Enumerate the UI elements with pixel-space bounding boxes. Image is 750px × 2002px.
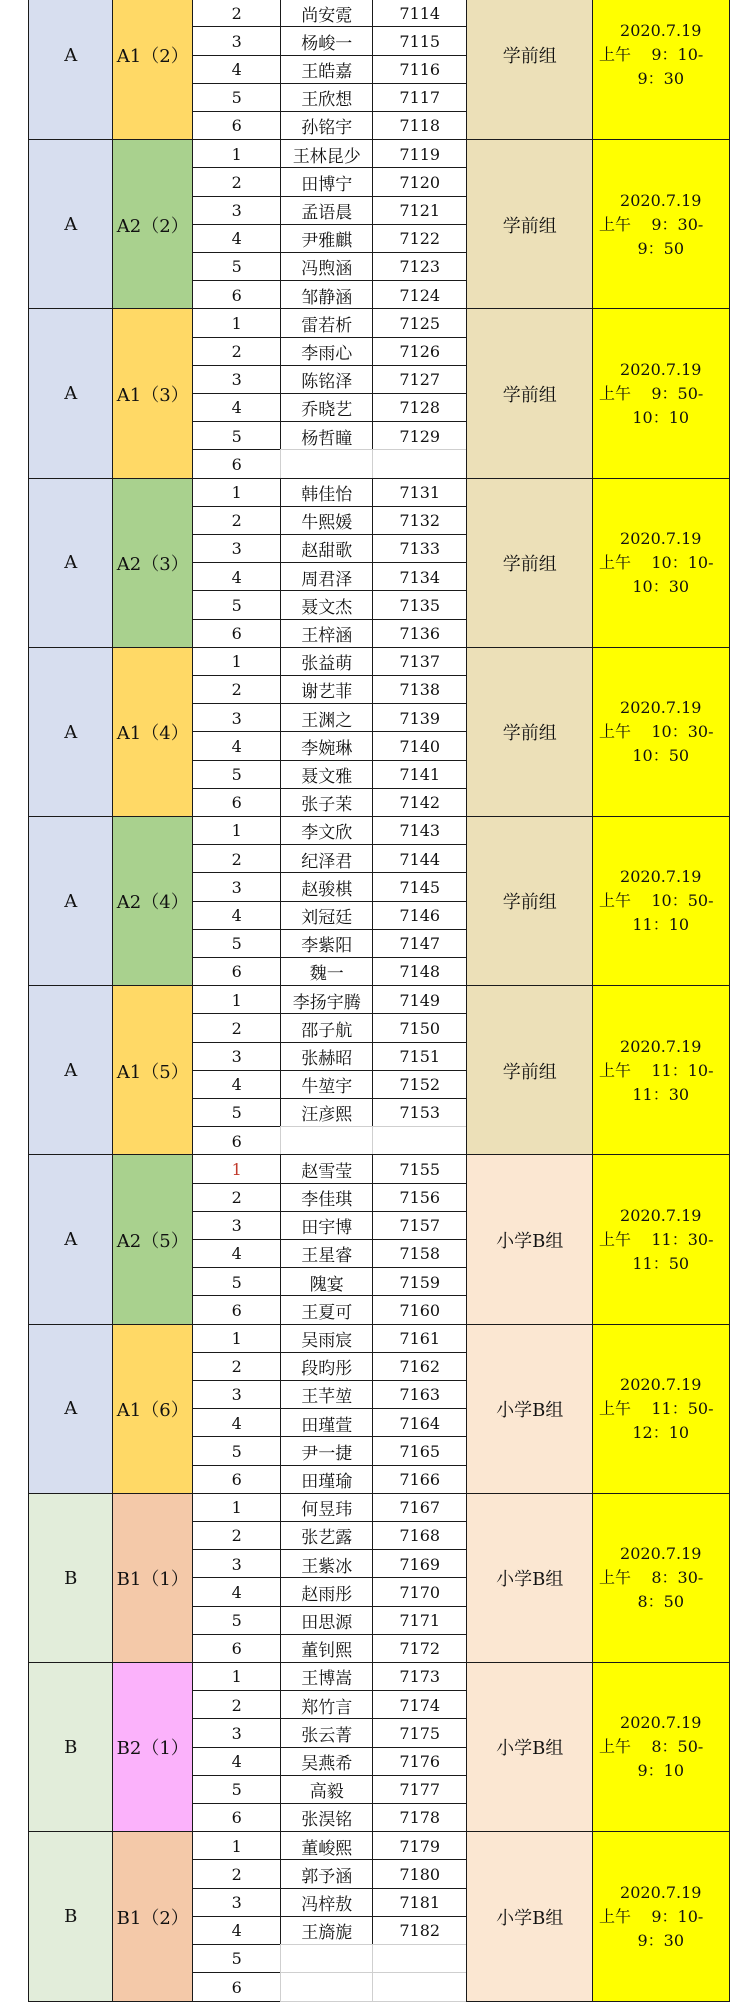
row-number: 6 bbox=[192, 619, 282, 649]
student-name: 张益萌 bbox=[280, 647, 374, 677]
student-name: 张淏铭 bbox=[280, 1803, 374, 1833]
time-start: 上午 11：30- bbox=[599, 1229, 714, 1249]
group-class: A2（4） bbox=[112, 816, 194, 987]
student-name bbox=[280, 449, 374, 479]
student-id: 7155 bbox=[372, 1154, 468, 1184]
group-level: A bbox=[28, 647, 114, 818]
group-level: B bbox=[28, 1662, 114, 1833]
student-id: 7136 bbox=[372, 619, 468, 649]
row-number: 4 bbox=[192, 393, 282, 423]
group-level: B bbox=[28, 1493, 114, 1664]
time-end: 10：10 bbox=[632, 407, 690, 427]
student-name: 赵雨彤 bbox=[280, 1577, 374, 1607]
row-number: 2 bbox=[192, 1521, 282, 1551]
group-class: A1（5） bbox=[112, 985, 194, 1156]
student-name: 赵骏棋 bbox=[280, 872, 374, 902]
group-category: 学前组 bbox=[466, 647, 594, 818]
student-id: 7141 bbox=[372, 760, 468, 790]
student-id: 7118 bbox=[372, 111, 468, 141]
student-id bbox=[372, 449, 468, 479]
row-number: 3 bbox=[192, 365, 282, 395]
student-name: 郑竹言 bbox=[280, 1690, 374, 1720]
time-date: 2020.7.19 bbox=[620, 1882, 702, 1902]
student-name: 聂文雅 bbox=[280, 760, 374, 790]
row-number: 3 bbox=[192, 534, 282, 564]
row-number: 5 bbox=[192, 760, 282, 790]
row-number: 3 bbox=[192, 872, 282, 902]
row-number: 1 bbox=[192, 1662, 282, 1692]
row-number: 5 bbox=[192, 421, 282, 451]
student-name: 谢艺菲 bbox=[280, 675, 374, 705]
student-id: 7147 bbox=[372, 929, 468, 959]
time-start: 上午 9：30- bbox=[599, 214, 704, 234]
group-class: A2（5） bbox=[112, 1154, 194, 1325]
row-number: 6 bbox=[192, 1803, 282, 1833]
student-name: 吴燕希 bbox=[280, 1747, 374, 1777]
time-date: 2020.7.19 bbox=[620, 528, 702, 548]
student-name: 王紫冰 bbox=[280, 1549, 374, 1579]
row-number: 3 bbox=[192, 1888, 282, 1918]
student-id: 7163 bbox=[372, 1380, 468, 1410]
student-id: 7176 bbox=[372, 1747, 468, 1777]
time-start: 上午 9：10- bbox=[599, 1906, 704, 1926]
row-number: 6 bbox=[192, 1126, 282, 1156]
row-number: 1 bbox=[192, 985, 282, 1015]
time-start: 上午 11：10- bbox=[599, 1060, 714, 1080]
student-name bbox=[280, 1944, 374, 1974]
row-number: 6 bbox=[192, 1634, 282, 1664]
student-name: 王欣想 bbox=[280, 83, 374, 113]
student-name: 张赫昭 bbox=[280, 1042, 374, 1072]
student-id: 7164 bbox=[372, 1408, 468, 1438]
student-name: 王博嵩 bbox=[280, 1662, 374, 1692]
student-name: 赵雪莹 bbox=[280, 1154, 374, 1184]
student-id: 7178 bbox=[372, 1803, 468, 1833]
group-level: A bbox=[28, 816, 114, 987]
group-time bbox=[592, 647, 730, 818]
time-start: 上午 10：10- bbox=[599, 552, 714, 572]
student-id bbox=[372, 1944, 468, 1974]
student-name: 冯梓敖 bbox=[280, 1888, 374, 1918]
student-id: 7125 bbox=[372, 308, 468, 338]
time-end: 9：50 bbox=[637, 238, 685, 258]
row-number: 2 bbox=[192, 1013, 282, 1043]
row-number: 4 bbox=[192, 1239, 282, 1269]
student-id: 7124 bbox=[372, 280, 468, 310]
student-name: 尹一捷 bbox=[280, 1436, 374, 1466]
student-id: 7128 bbox=[372, 393, 468, 423]
student-name: 李雨心 bbox=[280, 337, 374, 367]
group-class: A1（3） bbox=[112, 308, 194, 479]
group-category: 小学B组 bbox=[466, 1154, 594, 1325]
student-name: 李紫阳 bbox=[280, 929, 374, 959]
row-number: 2 bbox=[192, 844, 282, 874]
group-level: A bbox=[28, 985, 114, 1156]
row-number: 4 bbox=[192, 1916, 282, 1946]
row-number: 2 bbox=[192, 337, 282, 367]
student-id: 7123 bbox=[372, 252, 468, 282]
row-number: 4 bbox=[192, 1747, 282, 1777]
row-number: 6 bbox=[192, 1465, 282, 1495]
row-number: 1 bbox=[192, 1493, 282, 1523]
student-id: 7165 bbox=[372, 1436, 468, 1466]
student-id: 7146 bbox=[372, 901, 468, 931]
row-number: 6 bbox=[192, 449, 282, 479]
group-time bbox=[592, 308, 730, 479]
row-number: 5 bbox=[192, 83, 282, 113]
time-start: 上午 10：30- bbox=[599, 722, 714, 742]
student-id: 7142 bbox=[372, 788, 468, 818]
row-number: 5 bbox=[192, 1775, 282, 1805]
group-category: 小学B组 bbox=[466, 1662, 594, 1833]
group-time bbox=[592, 139, 730, 310]
student-id: 7139 bbox=[372, 703, 468, 733]
student-name: 董峻熙 bbox=[280, 1831, 374, 1861]
student-name: 张艺露 bbox=[280, 1521, 374, 1551]
time-start: 上午 10：50- bbox=[599, 891, 714, 911]
row-number: 1 bbox=[192, 139, 282, 169]
row-number: 4 bbox=[192, 562, 282, 592]
student-id: 7152 bbox=[372, 1070, 468, 1100]
student-name: 杨哲瞳 bbox=[280, 421, 374, 451]
group-class: A1（4） bbox=[112, 647, 194, 818]
group-class: A2（3） bbox=[112, 478, 194, 649]
time-end: 9：30 bbox=[637, 1930, 685, 1950]
student-id: 7172 bbox=[372, 1634, 468, 1664]
time-date: 2020.7.19 bbox=[620, 867, 702, 887]
student-id: 7122 bbox=[372, 224, 468, 254]
student-name: 雷若析 bbox=[280, 308, 374, 338]
row-number: 3 bbox=[192, 1718, 282, 1748]
group-level: A bbox=[28, 1154, 114, 1325]
student-id: 7151 bbox=[372, 1042, 468, 1072]
student-name: 郭予涵 bbox=[280, 1859, 374, 1889]
group-time bbox=[592, 1324, 730, 1495]
student-id: 7117 bbox=[372, 83, 468, 113]
student-id: 7177 bbox=[372, 1775, 468, 1805]
student-name: 王皓嘉 bbox=[280, 55, 374, 85]
time-date: 2020.7.19 bbox=[620, 1036, 702, 1056]
time-end: 8：50 bbox=[637, 1592, 685, 1612]
student-name: 王旖旎 bbox=[280, 1916, 374, 1946]
student-name: 赵甜歌 bbox=[280, 534, 374, 564]
student-name: 吴雨宸 bbox=[280, 1324, 374, 1354]
group-class: B1（2） bbox=[112, 1831, 194, 2002]
row-number: 3 bbox=[192, 1211, 282, 1241]
student-id: 7159 bbox=[372, 1267, 468, 1297]
row-number: 6 bbox=[192, 111, 282, 141]
row-number: 2 bbox=[192, 1352, 282, 1382]
row-number: 4 bbox=[192, 1408, 282, 1438]
row-number: 6 bbox=[192, 788, 282, 818]
group-time bbox=[592, 0, 730, 141]
time-end: 10：50 bbox=[632, 746, 690, 766]
student-name: 汪彦熙 bbox=[280, 1098, 374, 1128]
student-name: 邵子航 bbox=[280, 1013, 374, 1043]
row-number: 5 bbox=[192, 1944, 282, 1974]
row-number: 3 bbox=[192, 196, 282, 226]
time-end: 12：10 bbox=[632, 1422, 690, 1442]
time-date: 2020.7.19 bbox=[620, 1713, 702, 1733]
student-name: 田宇博 bbox=[280, 1211, 374, 1241]
student-name: 王芊堃 bbox=[280, 1380, 374, 1410]
student-name: 乔晓艺 bbox=[280, 393, 374, 423]
student-name: 董钊熙 bbox=[280, 1634, 374, 1664]
student-id: 7121 bbox=[372, 196, 468, 226]
student-id: 7161 bbox=[372, 1324, 468, 1354]
group-category: 学前组 bbox=[466, 478, 594, 649]
student-id: 7181 bbox=[372, 1888, 468, 1918]
group-category: 学前组 bbox=[466, 985, 594, 1156]
student-name: 田思源 bbox=[280, 1606, 374, 1636]
student-id: 7149 bbox=[372, 985, 468, 1015]
student-name: 李文欣 bbox=[280, 816, 374, 846]
student-id: 7135 bbox=[372, 590, 468, 620]
time-start: 上午 11：50- bbox=[599, 1398, 714, 1418]
group-class: B1（1） bbox=[112, 1493, 194, 1664]
student-id: 7148 bbox=[372, 957, 468, 987]
row-number: 2 bbox=[192, 675, 282, 705]
row-number: 2 bbox=[192, 506, 282, 536]
group-category: 小学B组 bbox=[466, 1831, 594, 2002]
student-id: 7134 bbox=[372, 562, 468, 592]
student-id: 7160 bbox=[372, 1295, 468, 1325]
student-name: 李佳琪 bbox=[280, 1183, 374, 1213]
group-time bbox=[592, 816, 730, 987]
row-number: 4 bbox=[192, 901, 282, 931]
student-id: 7143 bbox=[372, 816, 468, 846]
student-name bbox=[280, 1126, 374, 1156]
group-category: 学前组 bbox=[466, 0, 594, 141]
row-number: 2 bbox=[192, 1183, 282, 1213]
row-number: 6 bbox=[192, 957, 282, 987]
row-number: 5 bbox=[192, 1267, 282, 1297]
student-name: 李扬宇腾 bbox=[280, 985, 374, 1015]
student-name: 王夏可 bbox=[280, 1295, 374, 1325]
student-id: 7167 bbox=[372, 1493, 468, 1523]
student-id: 7145 bbox=[372, 872, 468, 902]
student-id: 7137 bbox=[372, 647, 468, 677]
row-number: 4 bbox=[192, 1070, 282, 1100]
row-number: 6 bbox=[192, 1295, 282, 1325]
group-category: 学前组 bbox=[466, 139, 594, 310]
student-id: 7179 bbox=[372, 1831, 468, 1861]
student-name: 王星睿 bbox=[280, 1239, 374, 1269]
group-time bbox=[592, 1493, 730, 1664]
student-name: 王梓涵 bbox=[280, 619, 374, 649]
student-name: 王林昆少 bbox=[280, 139, 374, 169]
student-id: 7126 bbox=[372, 337, 468, 367]
group-category: 小学B组 bbox=[466, 1493, 594, 1664]
student-id: 7133 bbox=[372, 534, 468, 564]
row-number: 5 bbox=[192, 1436, 282, 1466]
row-number: 3 bbox=[192, 1042, 282, 1072]
student-name bbox=[280, 1972, 374, 2002]
row-number: 4 bbox=[192, 731, 282, 761]
student-name: 纪泽君 bbox=[280, 844, 374, 874]
group-class: A2（2） bbox=[112, 139, 194, 310]
time-date: 2020.7.19 bbox=[620, 1205, 702, 1225]
row-number: 1 bbox=[192, 478, 282, 508]
time-date: 2020.7.19 bbox=[620, 190, 702, 210]
group-level: A bbox=[28, 0, 114, 141]
row-number: 6 bbox=[192, 280, 282, 310]
student-name: 李婉琳 bbox=[280, 731, 374, 761]
row-number: 3 bbox=[192, 703, 282, 733]
student-id: 7140 bbox=[372, 731, 468, 761]
group-time bbox=[592, 478, 730, 649]
student-name: 高毅 bbox=[280, 1775, 374, 1805]
row-number: 2 bbox=[192, 167, 282, 197]
student-id: 7162 bbox=[372, 1352, 468, 1382]
student-name: 张子茉 bbox=[280, 788, 374, 818]
student-name: 陈铭泽 bbox=[280, 365, 374, 395]
time-end: 9：30 bbox=[637, 69, 685, 89]
group-category: 学前组 bbox=[466, 308, 594, 479]
student-name: 王渊之 bbox=[280, 703, 374, 733]
student-id bbox=[372, 1126, 468, 1156]
student-name: 张云菁 bbox=[280, 1718, 374, 1748]
time-date: 2020.7.19 bbox=[620, 1544, 702, 1564]
student-name: 韩佳怡 bbox=[280, 478, 374, 508]
row-number: 4 bbox=[192, 55, 282, 85]
group-class: B2（1） bbox=[112, 1662, 194, 1833]
row-number: 5 bbox=[192, 1606, 282, 1636]
student-id: 7115 bbox=[372, 26, 468, 56]
student-id: 7173 bbox=[372, 1662, 468, 1692]
student-name: 牛熙媛 bbox=[280, 506, 374, 536]
student-id: 7169 bbox=[372, 1549, 468, 1579]
time-start: 上午 9：50- bbox=[599, 383, 704, 403]
row-number: 4 bbox=[192, 224, 282, 254]
student-id: 7127 bbox=[372, 365, 468, 395]
group-time bbox=[592, 1831, 730, 2002]
student-name: 隗宴 bbox=[280, 1267, 374, 1297]
row-number: 2 bbox=[192, 1859, 282, 1889]
student-name: 孙铭宇 bbox=[280, 111, 374, 141]
row-number: 1 bbox=[192, 1154, 282, 1184]
student-id: 7119 bbox=[372, 139, 468, 169]
row-number: 6 bbox=[192, 1972, 282, 2002]
time-start: 上午 9：10- bbox=[599, 45, 704, 65]
group-level: A bbox=[28, 139, 114, 310]
student-name: 刘冠廷 bbox=[280, 901, 374, 931]
row-number: 5 bbox=[192, 1098, 282, 1128]
student-name: 尚安霓 bbox=[280, 0, 374, 28]
student-id bbox=[372, 1972, 468, 2002]
student-id: 7156 bbox=[372, 1183, 468, 1213]
student-name: 邹静涵 bbox=[280, 280, 374, 310]
group-level: B bbox=[28, 1831, 114, 2002]
time-date: 2020.7.19 bbox=[620, 359, 702, 379]
student-name: 魏一 bbox=[280, 957, 374, 987]
time-start: 上午 8：30- bbox=[599, 1568, 704, 1588]
student-id: 7144 bbox=[372, 844, 468, 874]
student-id: 7166 bbox=[372, 1465, 468, 1495]
row-number: 5 bbox=[192, 590, 282, 620]
group-class: A1（2） bbox=[112, 0, 194, 141]
student-id: 7168 bbox=[372, 1521, 468, 1551]
time-end: 10：30 bbox=[632, 576, 690, 596]
student-id: 7132 bbox=[372, 506, 468, 536]
group-time bbox=[592, 985, 730, 1156]
student-name: 孟语晨 bbox=[280, 196, 374, 226]
time-end: 11：10 bbox=[632, 915, 690, 935]
row-number: 2 bbox=[192, 0, 282, 28]
row-number: 1 bbox=[192, 1831, 282, 1861]
time-start: 上午 8：50- bbox=[599, 1737, 704, 1757]
time-end: 11：30 bbox=[632, 1084, 690, 1104]
time-date: 2020.7.19 bbox=[620, 21, 702, 41]
time-date: 2020.7.19 bbox=[620, 698, 702, 718]
student-name: 牛堃宇 bbox=[280, 1070, 374, 1100]
group-category: 学前组 bbox=[466, 816, 594, 987]
row-number: 1 bbox=[192, 1324, 282, 1354]
row-number: 1 bbox=[192, 816, 282, 846]
student-id: 7175 bbox=[372, 1718, 468, 1748]
student-id: 7129 bbox=[372, 421, 468, 451]
group-level: A bbox=[28, 308, 114, 479]
group-level: A bbox=[28, 478, 114, 649]
student-name: 段昀彤 bbox=[280, 1352, 374, 1382]
row-number: 5 bbox=[192, 252, 282, 282]
student-id: 7180 bbox=[372, 1859, 468, 1889]
row-number: 4 bbox=[192, 1577, 282, 1607]
time-date: 2020.7.19 bbox=[620, 1374, 702, 1394]
group-category: 小学B组 bbox=[466, 1324, 594, 1495]
student-id: 7116 bbox=[372, 55, 468, 85]
student-name: 聂文杰 bbox=[280, 590, 374, 620]
student-id: 7157 bbox=[372, 1211, 468, 1241]
student-id: 7170 bbox=[372, 1577, 468, 1607]
student-id: 7158 bbox=[372, 1239, 468, 1269]
student-id: 7153 bbox=[372, 1098, 468, 1128]
student-name: 冯煦涵 bbox=[280, 252, 374, 282]
time-end: 9：10 bbox=[637, 1761, 685, 1781]
student-name: 尹雅麒 bbox=[280, 224, 374, 254]
student-name: 田瑾瑜 bbox=[280, 1465, 374, 1495]
student-id: 7131 bbox=[372, 478, 468, 508]
row-number: 3 bbox=[192, 1380, 282, 1410]
student-name: 田瑾萱 bbox=[280, 1408, 374, 1438]
row-number: 5 bbox=[192, 929, 282, 959]
group-class: A1（6） bbox=[112, 1324, 194, 1495]
student-id: 7114 bbox=[372, 0, 468, 28]
student-name: 杨峻一 bbox=[280, 26, 374, 56]
student-name: 周君泽 bbox=[280, 562, 374, 592]
student-id: 7120 bbox=[372, 167, 468, 197]
student-id: 7171 bbox=[372, 1606, 468, 1636]
student-id: 7150 bbox=[372, 1013, 468, 1043]
group-time bbox=[592, 1154, 730, 1325]
row-number: 1 bbox=[192, 647, 282, 677]
group-level: A bbox=[28, 1324, 114, 1495]
row-number: 1 bbox=[192, 308, 282, 338]
student-id: 7138 bbox=[372, 675, 468, 705]
student-name: 何昱玮 bbox=[280, 1493, 374, 1523]
student-name: 田博宁 bbox=[280, 167, 374, 197]
time-end: 11：50 bbox=[632, 1253, 690, 1273]
student-id: 7182 bbox=[372, 1916, 468, 1946]
row-number: 3 bbox=[192, 26, 282, 56]
student-id: 7174 bbox=[372, 1690, 468, 1720]
row-number: 3 bbox=[192, 1549, 282, 1579]
group-time bbox=[592, 1662, 730, 1833]
row-number: 2 bbox=[192, 1690, 282, 1720]
